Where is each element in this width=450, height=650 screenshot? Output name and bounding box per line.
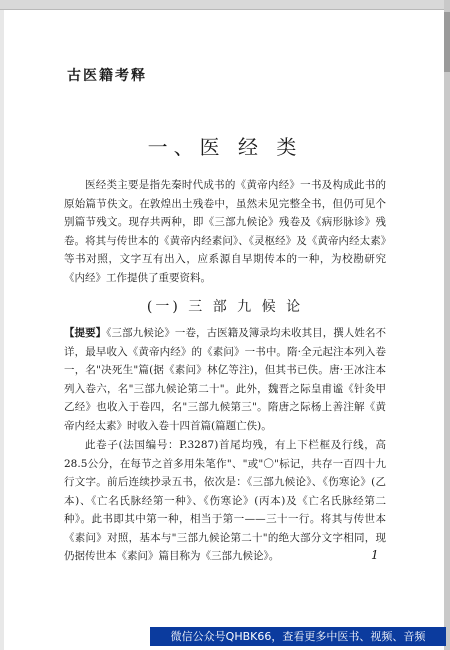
abstract-label: 【提要】 [64, 327, 107, 339]
scrollbar-thumb[interactable] [444, 12, 450, 72]
page-number: 1 [371, 548, 379, 562]
intro-paragraph: 医经类主要是指先秦时代成书的《黄帝内经》一书及构成此书的原始篇节佚文。在敦煌出土残卷中，虽然未见完整全书，但仍可见个别篇节残文。现存共两种，即《三部九候论》残卷及《病形脉诊》残卷。将其与传世本的《黄帝内经素问》、《灵枢经》及《黄帝内经太素》等书对照，文字互有出入，应系源自早期传本的一种，为校勘研究《内经》工作提供了重要资料。 [64, 179, 386, 284]
abstract-paragraph [64, 324, 386, 435]
vertical-scrollbar[interactable] [444, 0, 450, 650]
abstract-text: 《三部九候论》一卷，古医籍及簿录均未收其目，撰人姓名不详，最早收入《黄帝内经》的《素问》一书中。隋·全元起注本列入卷一，名"决死生"篇(据《素问》林亿等注)，但其书已佚。唐·王冰注本列入卷六，名"三部九候论第二十"。此外，魏晋之际皇甫谧《针灸甲乙经》也收入于卷四，名"三部九候第三"。隋唐之际杨上善注解《黄帝内经太素》时收入卷十四首篇(篇题亡佚)。 [64, 327, 386, 432]
viewer-toolbar-strip [0, 0, 450, 10]
running-head: 古医籍考释 [67, 68, 147, 84]
section-title: (一) 三 部 九 候 论 [146, 299, 304, 315]
wechat-promo-banner[interactable]: 微信公众号QHBK66，查看更多中医书、视频、音频 [150, 627, 446, 646]
chapter-title: 一、医 经 类 [147, 135, 303, 159]
description-paragraph: 此卷子(法国编号：P.3287)首尾均残，有上下栏框及行线，高28.5公分，在每节之首多用朱笔作"、"或"〇"标记，共存一百四十九行文字。前后连续抄录五书，依次是：《三部九候论》、《伤寒论》(乙本)、《亡名氏脉经第一种》、《伤寒论》(丙本)及《亡名氏脉经第二种》。此书即其中第一种，相当于第一——三十一行。将其与传世本《素问》对照，基本与"三部九候论第二十"的绝大部分文字相同，现仍据传世本《素问》篇目称为《三部九候论》。 [64, 439, 386, 562]
viewer-left-edge [0, 0, 4, 650]
